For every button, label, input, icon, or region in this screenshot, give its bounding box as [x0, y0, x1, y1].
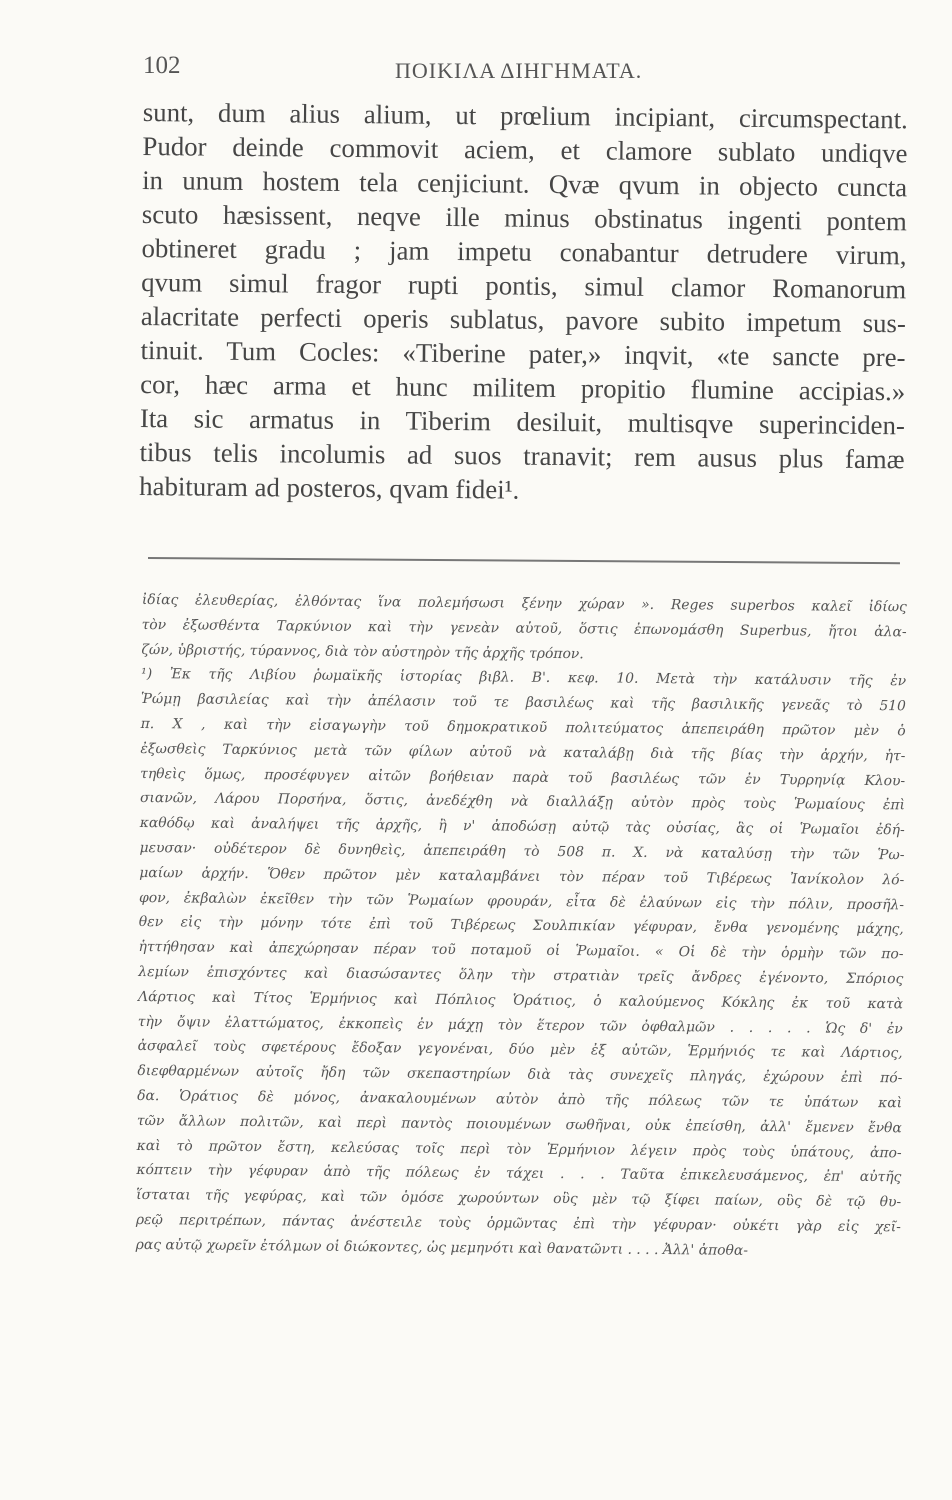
main-text-line: Pudor deinde commovit aciem, et clamore sublato undiqve: [142, 130, 908, 169]
footnote-line: μαίων ἀρχήν. Ὅθεν πρῶτον μὲν καταλαμβάνει τὸν πέραν τοῦ Τιβέρεως Ἰανίκολον λό-: [139, 864, 905, 889]
footnote-line: ἵσταται τῆς γεφύρας, καὶ τῶν ὁμόσε χωρούντων οὓς μὲν τῷ ξίφει παίων, οὓς δὲ τῷ θυ-: [136, 1187, 902, 1211]
footnote-line: καθόδῳ καὶ ἀναλήψει τῆς ἀρχῆς, ἢ ν' ἀποδώσῃ αὐτῷ τὰς οὐσίας, ἃς οἱ Ῥωμαῖοι ἐδή-: [139, 815, 905, 839]
footnote-block: [136, 588, 907, 1265]
footnote-line: καὶ τὸ πρῶτον ἔστη, κελεύσας τοῖς περὶ τὸν Ἑρμήνιον λέγειν πρὸς τοὺς ὑπάτους, ἀπο-: [136, 1137, 902, 1161]
main-text-line: alacritate perfecti operis sublatus, pavore subito impetum sus-: [140, 300, 906, 339]
footnote-line: Λάρτιος καὶ Τίτος Ἑρμήνιος καὶ Πόπλιος Ὁράτιος, ὁ καλούμενος Κόκλης ἐκ τοῦ κατὰ: [137, 988, 904, 1013]
footnote-line: ρας αὐτῷ χωρεῖν ἐτόλμων οἱ διώκοντες, ὡς μεμηνότι καὶ θανατῶντι . . . . Ἀλλ' ἀποθα-: [135, 1236, 749, 1259]
footnote-line: ἰδίας ἐλευθερίας, ἐλθόντας ἵνα πολεμήσωσι ξένην χώραν ». Reges superbos καλεῖ ἰδίως: [141, 591, 907, 616]
running-title: ΠΟΙΚΙΛΑ ΔΙΗΓΗΜΑΤΑ.: [395, 58, 643, 83]
footnote-line: θεν εἰς τὴν μόνην τότε ἐπὶ τοῦ Τιβέρεως Σουλπικίαν γέφυραν, ἔνθα γενομένης μάχης,: [138, 914, 904, 938]
footnote-divider: [148, 557, 900, 564]
main-text-line: Ita sic armatus in Tiberim desiluit, multisqve superinciden-: [139, 402, 906, 441]
footnote-line: τὸν ἐξωσθέντα Ταρκύνιον καὶ τὴν γενεὰν αὐτοῦ, ὅστις ἐπωνομάσθη Superbus, ἤτοι ἀλα-: [141, 616, 907, 641]
main-text-line: sunt, dum alius alium, ut prœlium incipiant, circumspectant.: [142, 96, 908, 135]
main-text-line: habituram ad posteros, qvam fidei¹.: [139, 470, 520, 505]
footnote-line: π. Χ , καὶ τὴν εἰσαγωγὴν τοῦ δημοκρατικοῦ πολιτεύματος ἀπεπειράθη πρῶτον μὲν ὁ: [140, 715, 906, 740]
footnote-line: ἀσφαλεῖ τοὺς σφετέρους ἔδοξαν γεγονέναι, δύο μὲν ἐξ αὐτῶν, Ἑρμήνιός τε καὶ Λάρτιος,: [137, 1038, 903, 1062]
footnote-line: ἐξωσθεὶς Ταρκύνιος μετὰ τῶν φίλων αὐτοῦ νὰ καταλάβῃ διὰ τῆς βίας τὴν ἀρχήν, ἡτ-: [140, 740, 906, 765]
footnote-line: τὴν ὄψιν ἐλαττώματος, ἐκκοπεὶς ἐν μάχῃ τὸν ἕτερον τῶν ὀφθαλμῶν . . . . . Ὡς δ' ἐν: [137, 1013, 903, 1037]
main-text-line: scuto hæsissent, neqve ille minus obstinatus ingenti pontem: [141, 198, 907, 237]
main-text-line: qvum simul fragor rupti pontis, simul clamor Romanorum: [141, 266, 907, 305]
main-text-line: in unum hostem tela cenjiciunt. Qvæ qvum in objecto cuncta: [142, 164, 908, 203]
main-text-line: tibus telis incolumis ad suos tranavit; rem ausus plus famæ: [139, 436, 905, 475]
footnote-line: ἡττήθησαν καὶ ἀπεχώρησαν πέραν τοῦ ποταμοῦ οἱ Ῥωμαῖοι. « Οἱ δὲ τὴν ὁρμὴν τῶν πο-: [138, 939, 904, 963]
footnote-line: ρεῷ περιτρέπων, πάντας ἀνέστειλε τοὺς ὁρμῶντας ἐπὶ τὴν γέφυραν· οὐκέτι γὰρ εἰς χεῖ-: [135, 1211, 901, 1236]
main-text-block: [139, 95, 908, 510]
footnote-line: διεφθαρμένων αὐτοῖς ἤδη τῶν σκεπαστηρίων διὰ τὰς συνεχεῖς πληγάς, ἐχώρουν ἐπὶ πό-: [137, 1063, 903, 1087]
footnote-line: ζών, ὑβριστής, τύραννος, διὰ τὸν αὐστηρὸν τῆς ἀρχῆς τρόπον.: [141, 641, 584, 662]
footnote-line: δα. Ὁράτιος δὲ μόνος, ἀνακαλουμένων αὐτὸν ἀπὸ τῆς πόλεως τῶν τε ὑπάτων καὶ: [137, 1087, 903, 1112]
footnote-line: Ῥώμῃ βασιλείας καὶ τὴν ἀπέλασιν τοῦ τε βασιλέως καὶ τῆς βασιλικῆς γενεᾶς τὸ 510: [140, 691, 906, 715]
footnote-line: τηθεὶς ὅμως, προσέφυγεν αἰτῶν βοήθειαν παρὰ τοῦ βασιλέως τῶν ἐν Τυρρηνίᾳ Κλου-: [140, 765, 906, 789]
main-text-line: cor, hæc arma et hunc militem propitio flumine accipias.»: [140, 368, 906, 407]
footnote-line: ¹) Ἐκ τῆς Λιβίου ῥωμαϊκῆς ἱστορίας βιβλ. Β'. κεφ. 10. Μετὰ τὴν κατάλυσιν τῆς ἐν: [141, 666, 907, 690]
footnote-line: φον, ἐκβαλὼν ἐκεῖθεν τὴν τῶν Ῥωμαίων φρουράν, εἶτα δὲ ἐλαύνων εἰς τὴν πόλιν, προσῆλ-: [138, 889, 905, 913]
main-text-line: obtineret gradu ; jam impetu conabantur detrudere virum,: [141, 232, 907, 271]
footnote-line: λεμίων ἐπισχόντες καὶ διασώσαντες ὅλην τὴν στρατιὰν τρεῖς ἄνδρες ἐγένοντο, Σπόριος: [138, 963, 904, 988]
footnote-line: τῶν ἄλλων πολιτῶν, καὶ περὶ παντὸς ποιουμένων σωθῆναι, οὐκ ἐπείσθη, ἀλλ' ἔμενεν ἔνθα: [136, 1112, 902, 1137]
main-text-line: tinuit. Tum Cocles: «Tiberine pater,» inqvit, «te sancte pre-: [140, 334, 906, 373]
footnote-line: σιανῶν, Λάρου Πορσήνα, ὅστις, ἀνεδέχθη νὰ διαλλάξῃ αὐτὸν πρὸς τοὺς Ῥωμαίους ἐπὶ: [139, 790, 906, 814]
page-number: 102: [143, 52, 181, 79]
footnote-line: κόπτειν τὴν γέφυραν ἀπὸ τῆς πόλεως ἐν τάχει . . . Ταῦτα ἐπικελευσάμενος, ἐπ' αὐτῆς: [136, 1162, 902, 1186]
footnote-line: μευσαν· οὐδέτερον δὲ δυνηθεὶς, ἀπεπειράθη τὸ 508 π. Χ. νὰ καταλύσῃ τὴν τῶν Ῥω-: [139, 839, 905, 864]
